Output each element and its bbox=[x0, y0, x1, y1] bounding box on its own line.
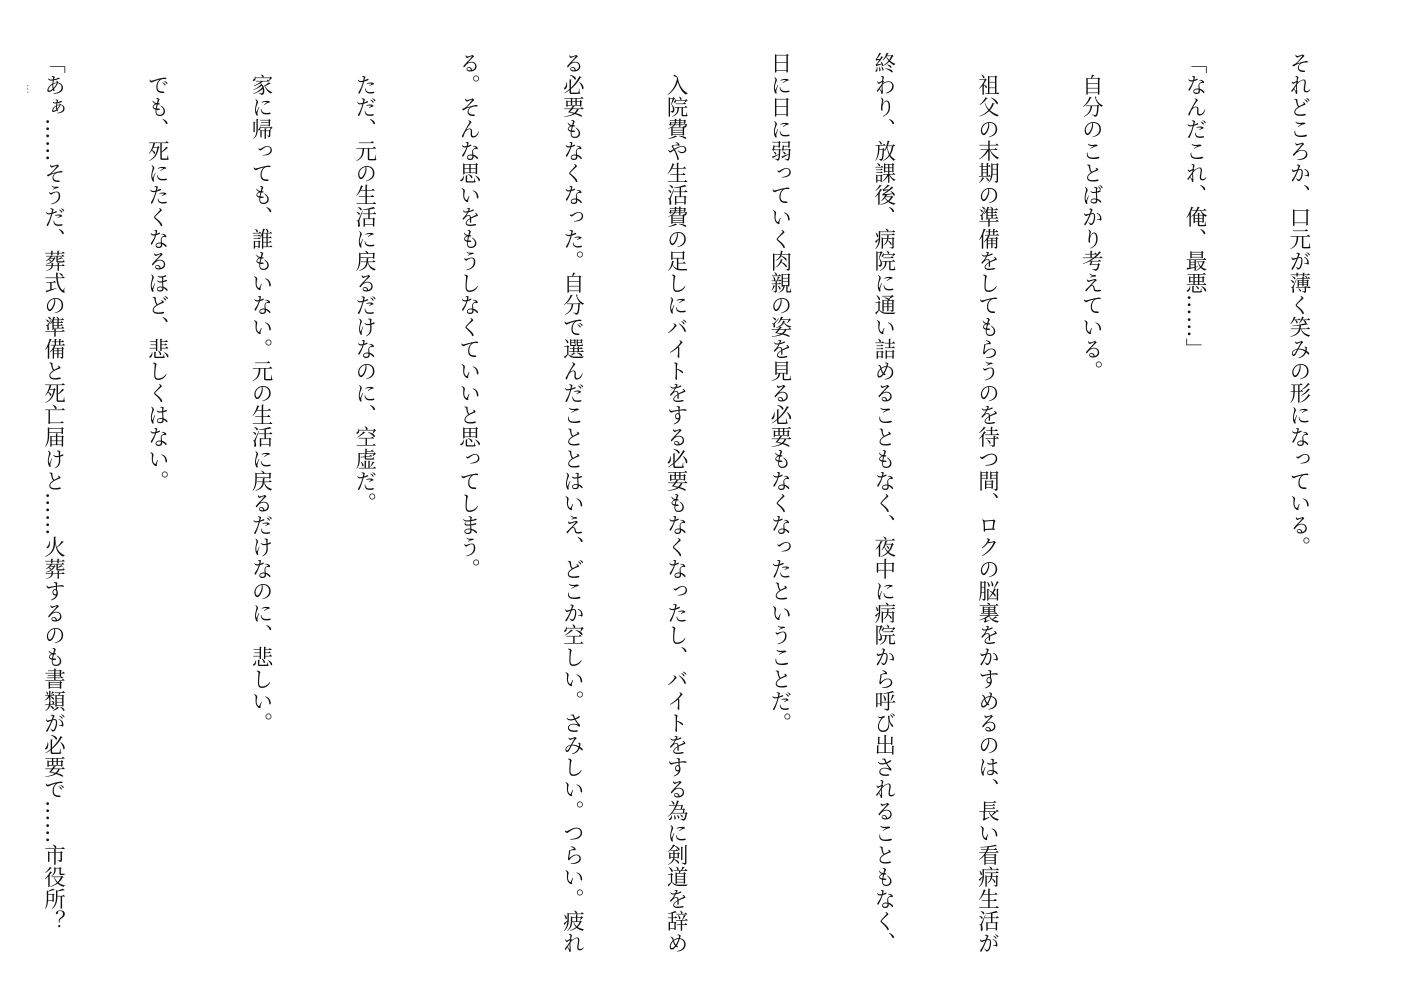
text-line: 終わり、放課後、病院に通い詰めることもなく、夜中に病院から呼び出されることもなく、 bbox=[870, 52, 896, 954]
text-line: 家に帰っても、誰もいない。元の生活に戻るだけなのに、悲しい。 bbox=[248, 73, 273, 734]
text-line: でも、死にたくなるほど、悲しくはない。 bbox=[144, 73, 170, 492]
text-line: それどころか、口元が薄く笑みの形になっている。 bbox=[1285, 52, 1311, 558]
text-line: 祖父の末期の準備をしてもらうのを待つ間、ロクの脳裏をかすめるのは、長い看病生活が bbox=[974, 73, 1000, 954]
text-line: 入院費や生活費の足しにバイトをする必要もなくなったし、バイトをする為に剣道を辞め bbox=[663, 73, 689, 954]
text-line: 「あぁ……そうだ、葬式の準備と死亡届けと……火葬するのも書類が必要で……市役所？ bbox=[40, 52, 66, 932]
text-line: 「なんだこれ、俺、最悪……」 bbox=[1182, 52, 1208, 360]
margin-mark: … bbox=[24, 84, 35, 94]
text-line: ただ、元の生活に戻るだけなのに、空虚だ。 bbox=[351, 73, 377, 514]
vertical-text-block bbox=[0, 52, 1384, 977]
text-line: 自分のことばかり考えている。 bbox=[1078, 73, 1104, 382]
text-line: 日に日に弱っていく肉親の姿を見る必要もなくなったということだ。 bbox=[766, 52, 792, 734]
text-line: る。そんな思いをもうしなくていいと思ってしまう。 bbox=[455, 52, 481, 580]
text-line: る必要もなくなった。自分で選んだこととはいえ、どこか空しい。さみしい。つらい。疲れ bbox=[559, 52, 585, 954]
